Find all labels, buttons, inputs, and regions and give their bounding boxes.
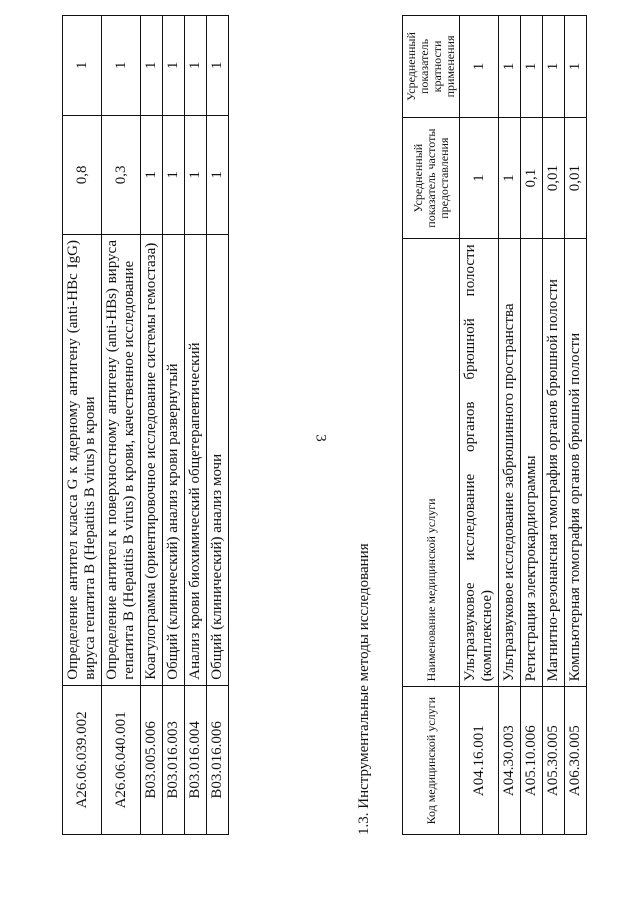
service-name: Ультразвуковое исследование органов брюшной полости (комплексное)	[460, 239, 499, 687]
multiplicity-value: 1	[521, 16, 543, 118]
table-row	[207, 16, 229, 835]
multiplicity-value: 1	[63, 16, 102, 116]
frequency-value: 1	[460, 117, 499, 239]
service-code: B03.016.004	[185, 685, 207, 834]
service-code: A26.06.040.001	[102, 685, 141, 834]
multiplicity-value: 1	[163, 16, 185, 116]
header-multiplicity: Усредненный показатель кратности применения	[403, 16, 460, 118]
service-name: Ультразвуковое исследование забрюшинного пространства	[499, 239, 521, 687]
frequency-value: 1	[207, 115, 229, 234]
service-code: B03.016.003	[163, 685, 185, 834]
multiplicity-value: 1	[460, 16, 499, 118]
service-name: Коагулограмма (ориентировочное исследование системы гемостаза)	[141, 235, 163, 686]
service-code: A04.16.001	[460, 687, 499, 835]
service-name: Общий (клинический) анализ крови развернутый	[163, 235, 185, 686]
page-number: 3	[312, 434, 329, 442]
section-title: 1.3. Инструментальные методы исследования	[356, 543, 372, 835]
table-row	[460, 16, 499, 835]
table-row	[499, 16, 521, 835]
frequency-value: 0,1	[521, 117, 543, 239]
service-name: Определение антител класса G к ядерному антигену (anti-HBc IgG) вируса гепатита B (Hepatitis B virus) в крови	[63, 235, 102, 686]
table-row	[543, 16, 565, 835]
frequency-value: 0,01	[543, 117, 565, 239]
frequency-value: 0,01	[565, 117, 587, 239]
service-code: B03.016.006	[207, 685, 229, 834]
table-row	[185, 16, 207, 835]
multiplicity-value: 1	[543, 16, 565, 118]
frequency-value: 1	[499, 117, 521, 239]
multiplicity-value: 1	[102, 16, 141, 116]
frequency-value: 1	[163, 115, 185, 234]
service-name: Общий (клинический) анализ мочи	[207, 235, 229, 686]
table-row	[141, 16, 163, 835]
service-name: Компьютерная томография органов брюшной полости	[565, 239, 587, 687]
table-row	[63, 16, 102, 835]
multiplicity-value: 1	[141, 16, 163, 116]
multiplicity-value: 1	[499, 16, 521, 118]
table-header-row	[403, 16, 460, 835]
service-name: Анализ крови биохимический общетерапевтический	[185, 235, 207, 686]
frequency-value: 1	[185, 115, 207, 234]
service-code: A05.30.005	[543, 687, 565, 835]
service-code: A04.30.003	[499, 687, 521, 835]
multiplicity-value: 1	[565, 16, 587, 118]
instrumental-methods-table	[402, 15, 587, 835]
service-name: Регистрация электрокардиограммы	[521, 239, 543, 687]
frequency-value: 0,3	[102, 115, 141, 234]
header-name: Наименование медицинской услуги	[403, 239, 460, 687]
service-code: A26.06.039.002	[63, 685, 102, 834]
multiplicity-value: 1	[207, 16, 229, 116]
service-code: A06.30.005	[565, 687, 587, 835]
header-code: Код медицинской услуги	[403, 687, 460, 835]
frequency-value: 0,8	[63, 115, 102, 234]
table-row	[521, 16, 543, 835]
frequency-value: 1	[141, 115, 163, 234]
service-name: Магнитно-резонансная томография органов брюшной полости	[543, 239, 565, 687]
service-name: Определение антител к поверхностному антигену (anti-HBs) вируса гепатита B (Hepatitis B virus) в крови, качественное исследование	[102, 235, 141, 686]
table-row	[102, 16, 141, 835]
header-frequency: Усредненный показатель частоты предоставления	[403, 117, 460, 239]
lab-tests-table	[62, 15, 229, 835]
table-row	[565, 16, 587, 835]
table-row	[163, 16, 185, 835]
multiplicity-value: 1	[185, 16, 207, 116]
service-code: A05.10.006	[521, 687, 543, 835]
service-code: B03.005.006	[141, 685, 163, 834]
